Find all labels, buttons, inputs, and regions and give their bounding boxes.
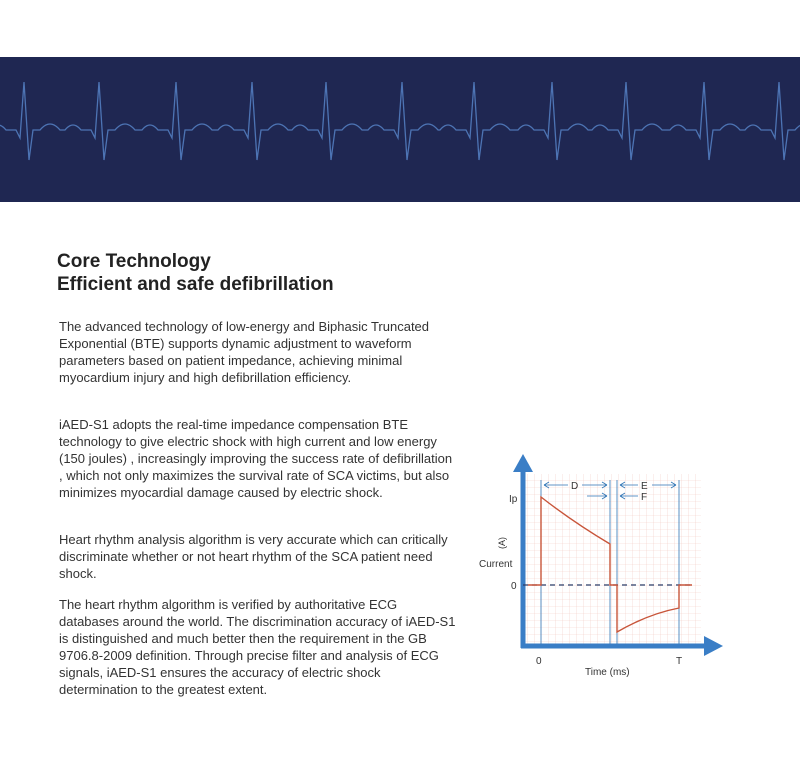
x-axis-arrow-icon (704, 636, 723, 656)
heading-line-2: Efficient and safe defibrillation (57, 274, 334, 295)
label-d: D (571, 481, 579, 492)
paragraph-algorithm-verification: The heart rhythm algorithm is verified by authoritative ECG databases around the world. The discrimination accuracy of iAED-S1 is distinguished and much better then the requirement in the GB 9706.8-2009 definition. Through precise filter and analysis of ECG signals, iAED-S1 ensures the accuracy of electric shock determination to the greatest extent. (59, 597, 456, 697)
y-axis-arrow-icon (513, 454, 533, 472)
tick-y-zero: 0 (511, 581, 517, 592)
ecg-wave-graphic (0, 57, 800, 202)
x-axis-label: Time (ms) (585, 667, 630, 678)
label-f: F (641, 492, 648, 503)
section-heading (57, 250, 334, 296)
ecg-trace (0, 82, 800, 160)
paragraph-rhythm-analysis: Heart rhythm analysis algorithm is very accurate which can critically discriminate whether or not heart rhythm of the SCA patient need shock. (59, 532, 448, 581)
y-axis-label: Current (479, 559, 513, 570)
label-e: E (641, 481, 648, 492)
paragraph-bte: The advanced technology of low-energy and Biphasic Truncated Exponential (BTE) supports dynamic adjustment to waveform parameters based on patient impedance, achieving minimal myocardium injury and high defibrillation efficiency. (59, 319, 430, 385)
heading-line-1: Core Technology (57, 251, 211, 272)
y-axis-unit: (A) (497, 537, 507, 549)
ecg-banner (0, 57, 800, 202)
tick-ip: Ip (509, 494, 518, 505)
tick-x-zero: 0 (536, 656, 542, 667)
grid-background (523, 474, 701, 644)
bte-waveform-diagram (478, 452, 728, 682)
tick-t: T (676, 656, 683, 667)
paragraph-impedance: iAED-S1 adopts the real-time impedance compensation BTE technology to give electric shock with high current and low energy (150 joules) , increasingly improving the success rate of defibrillation , which not only maximizes the survival rate of SCA victims, but also minimizes myocardial damage caused by electric shock. (59, 417, 453, 500)
